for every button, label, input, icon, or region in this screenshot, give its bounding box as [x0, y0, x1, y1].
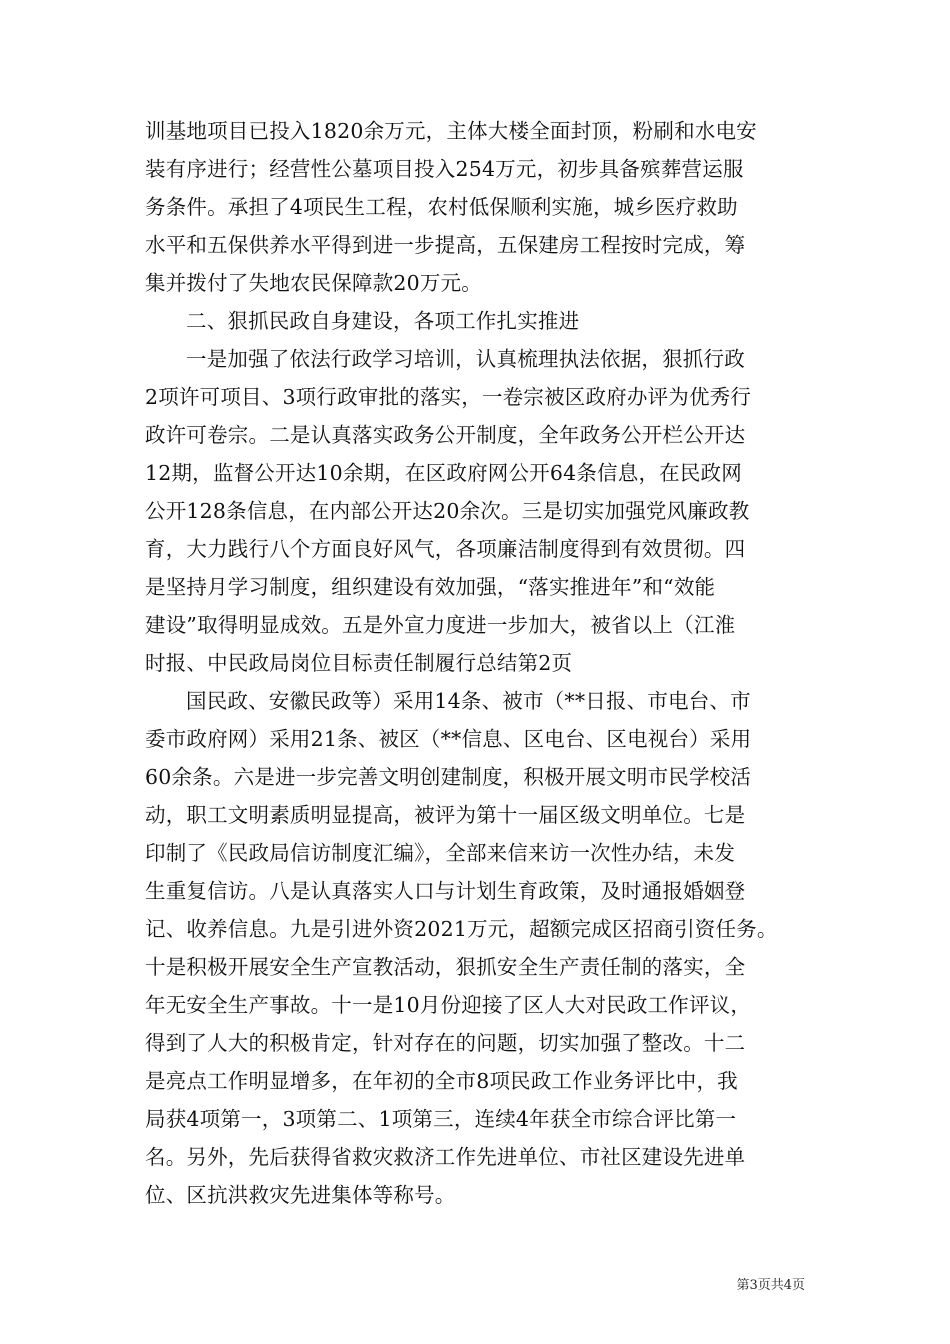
text-line: 是亮点工作明显增多，在年初的全市8项民政工作业务评比中，我: [145, 1069, 738, 1093]
section-heading: 二、狠抓民政自身建设，各项工作扎实推进: [186, 309, 580, 333]
page-number: 第3页共4页: [736, 1278, 805, 1293]
text-line: 12期，监督公开达10余期，在区政府网公开64条信息，在民政网: [145, 461, 742, 485]
text-line: 生重复信访。八是认真落实人口与计划生育政策，及时通报婚姻登: [145, 879, 746, 903]
text-line: 位、区抗洪救灾先进集体等称号。: [145, 1183, 456, 1207]
text-line: 年无安全生产事故。十一是10月份迎接了区人大对民政工作评议，: [145, 993, 752, 1017]
text-line: 是坚持月学习制度，组织建设有效加强，“落实推进年”和“效能: [145, 575, 716, 599]
text-line: 水平和五保供养水平得到进一步提高，五保建房工程按时完成，筹: [145, 233, 746, 257]
text-line: 公开128条信息，在内部公开达20余次。三是切实加强党风廉政教: [145, 499, 750, 523]
document-body: [145, 112, 807, 1214]
text-line: 时报、中民政局岗位目标责任制履行总结第2页: [145, 651, 573, 675]
text-line: 建设”取得明显成效。五是外宣力度进一步加大，被省以上（江淮: [145, 613, 736, 637]
text-line: 育，大力践行八个方面良好风气，各项廉洁制度得到有效贯彻。四: [145, 537, 746, 561]
text-line: 政许可卷宗。二是认真落实政务公开制度，全年政务公开栏公开达: [145, 423, 746, 447]
text-line: 委市政府网）采用21条、被区（**信息、区电台、区电视台）采用: [145, 727, 752, 751]
text-line: 装有序进行；经营性公墓项目投入254万元，初步具备殡葬营运服: [145, 157, 744, 181]
text-line: 动，职工文明素质明显提高，被评为第十一届区级文明单位。七是: [145, 803, 746, 827]
text-line: 2项许可项目、3项行政审批的落实，一卷宗被区政府办评为优秀行: [145, 385, 752, 409]
text-line: 名。另外，先后获得省救灾救济工作先进单位、市社区建设先进单: [145, 1145, 746, 1169]
text-line: 训基地项目已投入1820余万元，主体大楼全面封顶，粉刷和水电安: [145, 119, 757, 143]
text-line: 60余条。六是进一步完善文明创建制度，积极开展文明市民学校活: [145, 765, 752, 789]
text-line: 一是加强了依法行政学习培训，认真梳理执法依据，狠抓行政: [186, 347, 745, 371]
text-line: 印制了《民政局信访制度汇编》，全部来信来访一次性办结，未发: [145, 841, 736, 865]
text-line: 记、收养信息。九是引进外资2021万元，超额完成区招商引资任务。: [145, 917, 778, 941]
text-line: 务条件。承担了4项民生工程，农村低保顺利实施，城乡医疗救助: [145, 195, 738, 219]
text-line: 局获4项第一，3项第二、1项第三，连续4年获全市综合评比第一: [145, 1107, 737, 1131]
text-line: 国民政、安徽民政等）采用14条、被市（**日报、市电台、市: [186, 689, 751, 713]
text-line: 集并拨付了失地农民保障款20万元。: [145, 271, 482, 295]
text-line: 十是积极开展安全生产宣教活动，狠抓安全生产责任制的落实，全: [145, 955, 746, 979]
text-line: 得到了人大的积极肯定，针对存在的问题，切实加强了整改。十二: [145, 1031, 746, 1055]
